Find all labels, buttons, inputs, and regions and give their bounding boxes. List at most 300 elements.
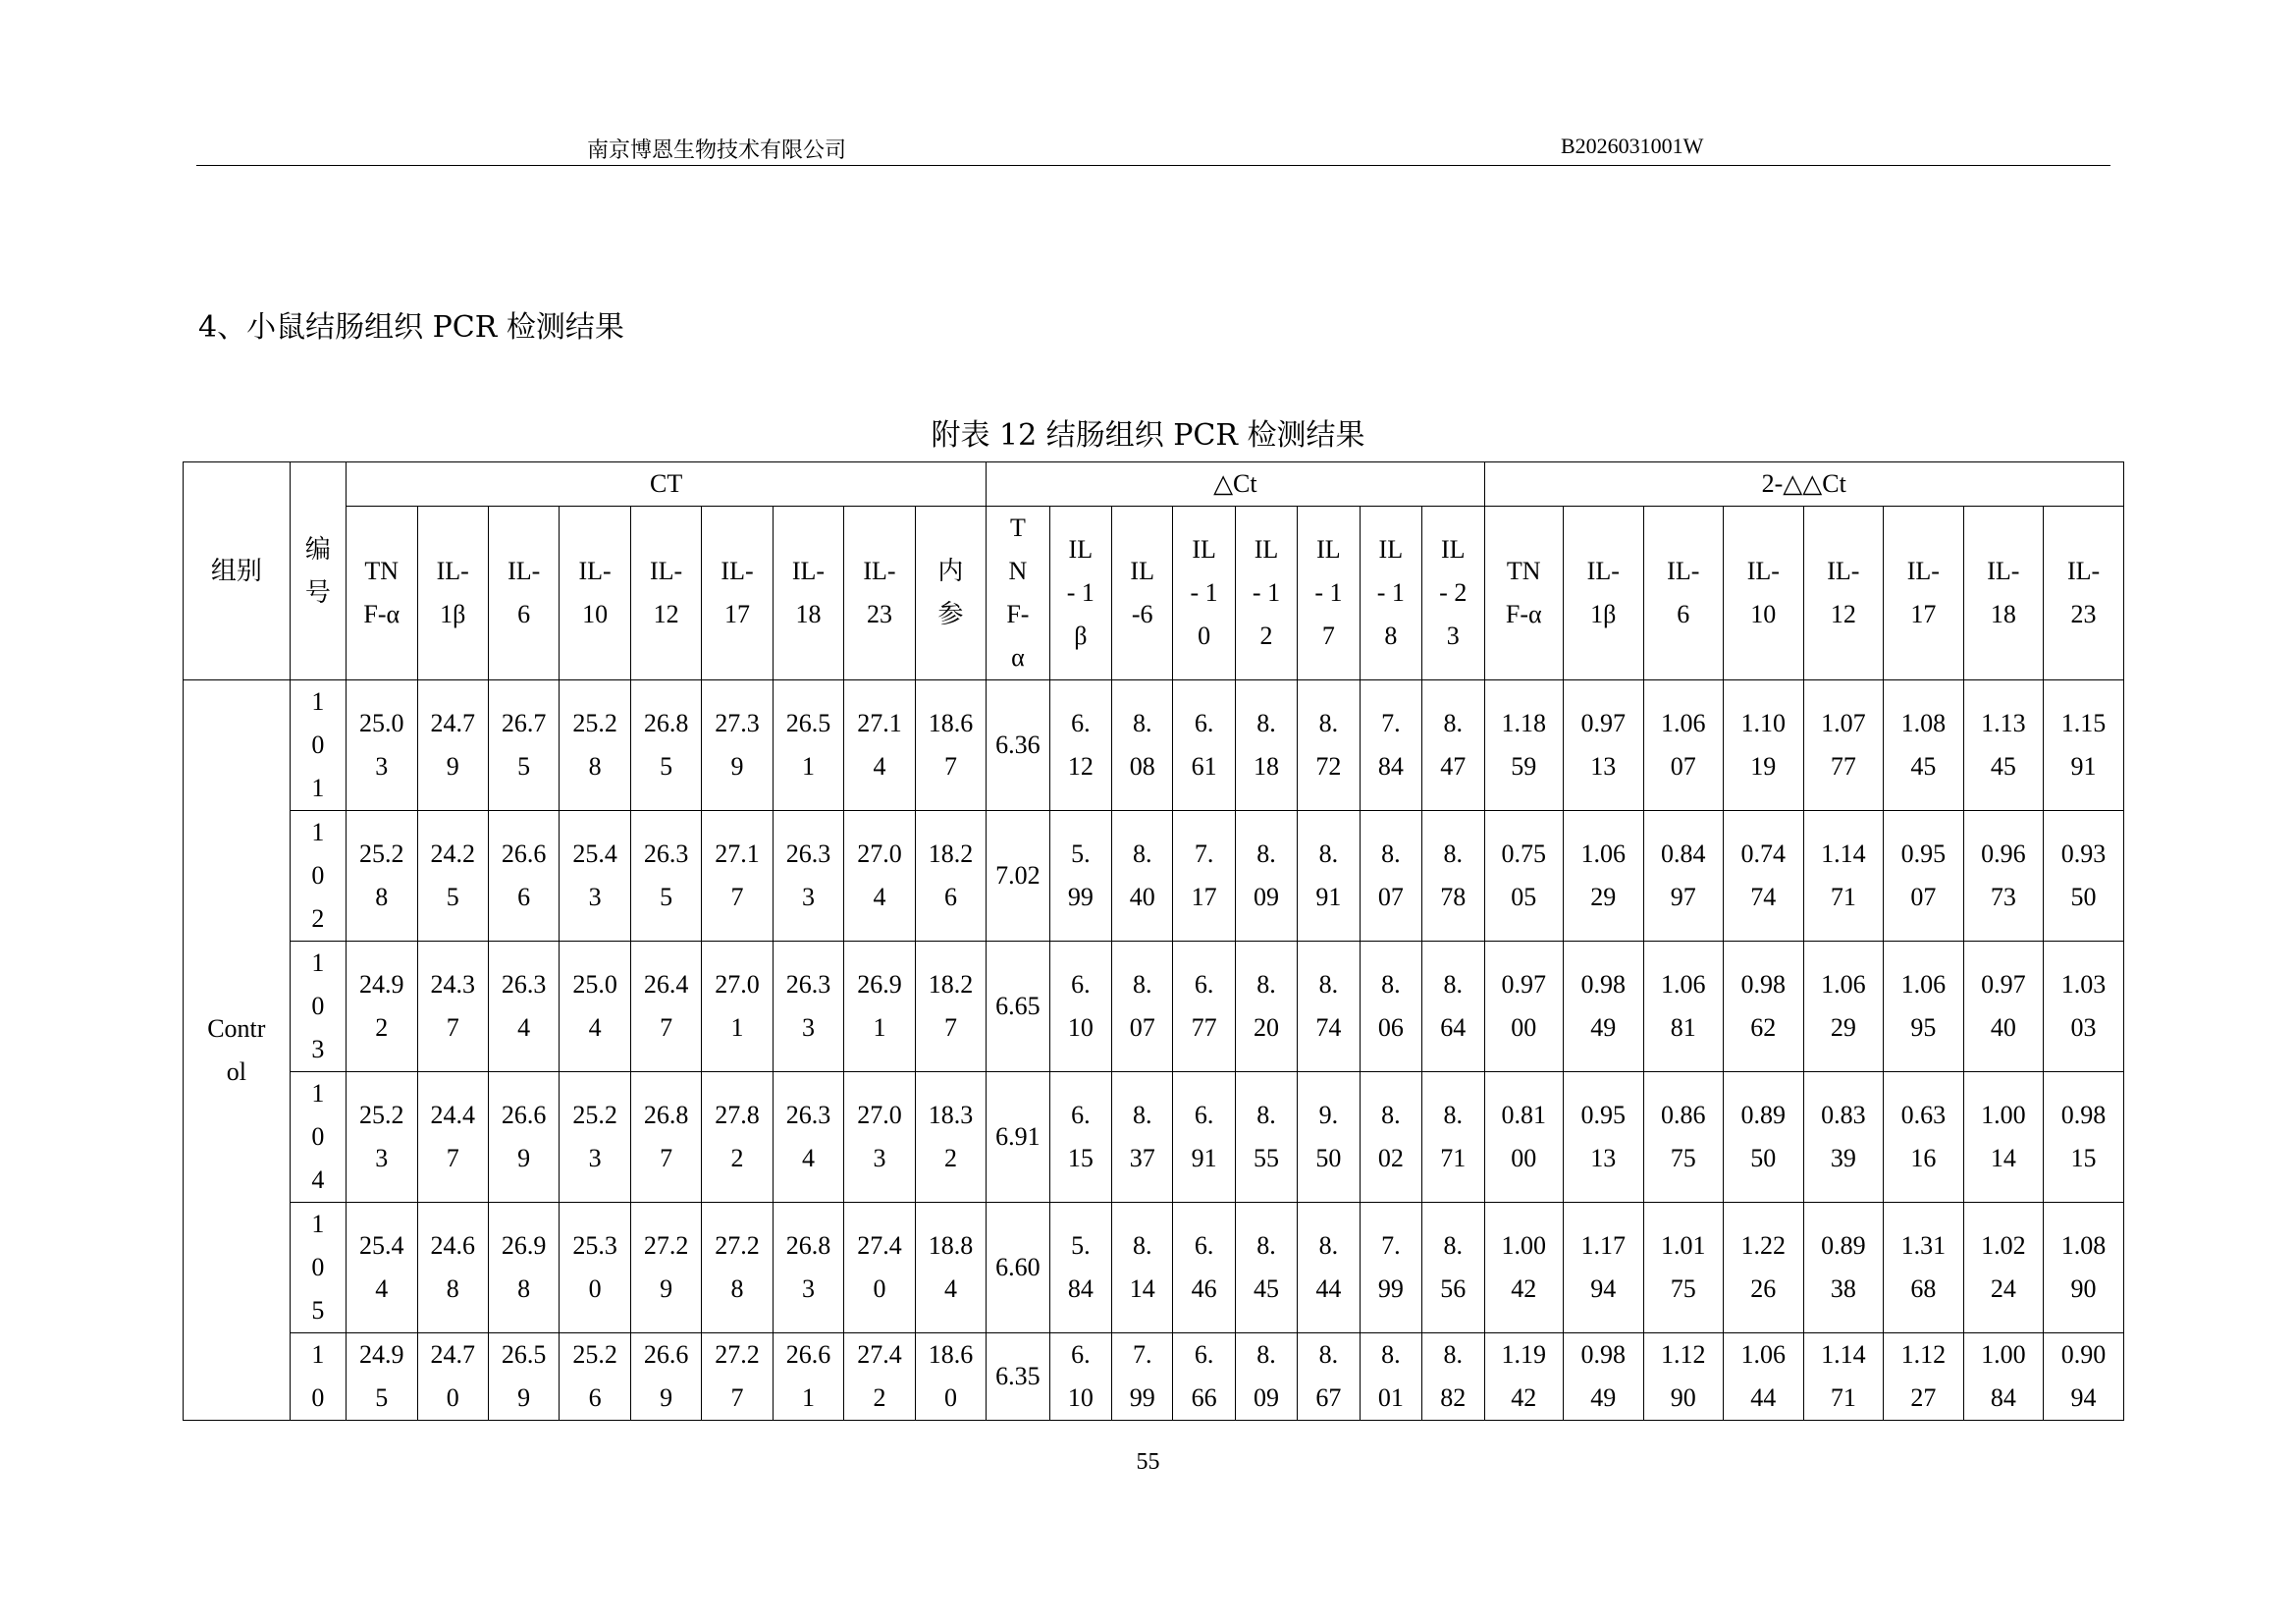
- id-header-text: 编号: [304, 534, 331, 608]
- dct-column-header-text: IL - 10: [1190, 535, 1218, 650]
- ddct-value-cell-text: 1.1942: [1501, 1340, 1546, 1412]
- ct-value-cell-text: 26.59: [501, 1340, 547, 1412]
- ct-value-cell-text: 24.95: [359, 1340, 404, 1412]
- ct-value-cell: [773, 680, 843, 811]
- dct-column-header: [1235, 507, 1297, 680]
- sample-id-cell: [290, 942, 346, 1072]
- sample-id-cell: [290, 811, 346, 942]
- ct-value-cell: [702, 1333, 773, 1421]
- ct-value-cell: [560, 1203, 630, 1333]
- ct-value-cell: [702, 1072, 773, 1203]
- dct-column-header-text: IL - 23: [1439, 535, 1468, 650]
- ct-value-cell-text: 25.23: [572, 1101, 617, 1172]
- ct-value-cell-text: 18.26: [928, 839, 974, 911]
- ddct-value-cell-text: 0.9849: [1580, 970, 1627, 1042]
- ddct-value-cell-text: 1.0890: [2060, 1231, 2107, 1303]
- dct-value-cell: [1049, 1333, 1111, 1421]
- ct-value-cell: [844, 1072, 915, 1203]
- dct-column-header-text: IL -6: [1130, 557, 1154, 628]
- ct-value-cell-text: 25.23: [359, 1101, 404, 1172]
- ddct-value-cell-text: 0.8100: [1501, 1101, 1546, 1172]
- ddct-column-header: [1963, 507, 2044, 680]
- ddct-value-cell-text: 1.0014: [1981, 1101, 2026, 1172]
- ct-column-header: [915, 507, 987, 680]
- dct-value-cell-text: 6.65: [995, 992, 1041, 1020]
- dct-value-cell-text: 8.78: [1440, 839, 1467, 911]
- dct-column-header-text: IL - 18: [1376, 535, 1405, 650]
- ddct-value-cell-text: 1.0777: [1821, 709, 1866, 781]
- dct-value-cell: [1049, 1072, 1111, 1203]
- ct-value-cell: [773, 811, 843, 942]
- dct-value-cell-text: 6.91: [1191, 1101, 1217, 1172]
- dct-header-text: △Ct: [1213, 469, 1257, 498]
- ct-value-cell-text: 27.17: [715, 839, 760, 911]
- ddct-value-cell: [1884, 680, 1964, 811]
- ct-column-header-text: 内 参: [937, 557, 964, 629]
- ddct-value-cell: [1884, 1333, 1964, 1421]
- dct-value-cell: [987, 942, 1049, 1072]
- ddct-value-cell: [1884, 942, 1964, 1072]
- ct-value-cell: [417, 1072, 488, 1203]
- ct-value-cell: [630, 1072, 701, 1203]
- ct-column-header-text: IL- 17: [721, 557, 754, 628]
- header-company: 南京博恩生物技术有限公司: [587, 138, 847, 163]
- dct-value-cell-text: 8.08: [1129, 709, 1155, 781]
- dct-value-cell: [1360, 811, 1421, 942]
- ct-header: [347, 462, 987, 507]
- ct-value-cell-text: 27.03: [857, 1101, 902, 1172]
- ddct-value-cell-text: 1.1227: [1900, 1340, 1947, 1412]
- ct-value-cell-text: 25.28: [359, 839, 404, 911]
- ddct-value-cell: [1484, 811, 1564, 942]
- ct-value-cell-text: 27.42: [857, 1340, 902, 1412]
- dct-value-cell: [1360, 680, 1421, 811]
- ddct-column-header-text: IL- 1β: [1586, 557, 1620, 628]
- ct-value-cell-text: 27.82: [715, 1101, 760, 1172]
- ct-value-cell: [560, 942, 630, 1072]
- dct-value-cell-text: 8.37: [1129, 1101, 1155, 1172]
- ct-value-cell: [488, 1333, 559, 1421]
- ddct-column-header: [1884, 507, 1964, 680]
- ddct-column-header-text: IL- 17: [1906, 557, 1940, 628]
- dct-value-cell: [1235, 811, 1297, 942]
- ddct-value-cell-text: 0.9350: [2060, 839, 2107, 911]
- ct-value-cell: [630, 942, 701, 1072]
- dct-column-header: [1360, 507, 1421, 680]
- ddct-value-cell: [1643, 1203, 1724, 1333]
- ct-column-header: [488, 507, 559, 680]
- ddct-value-cell-text: 1.0607: [1661, 709, 1706, 781]
- ct-value-cell-text: 25.04: [572, 970, 617, 1042]
- ddct-value-cell-text: 1.0629: [1821, 970, 1866, 1042]
- ddct-value-cell: [2044, 1333, 2124, 1421]
- dct-column-header: [1049, 507, 1111, 680]
- ct-value-cell-text: 27.29: [643, 1231, 689, 1303]
- dct-value-cell-text: 8.56: [1440, 1231, 1467, 1303]
- ddct-value-cell: [1643, 1072, 1724, 1203]
- header-document-code: B2026031001W: [1561, 134, 1704, 158]
- dct-value-cell: [1360, 942, 1421, 1072]
- dct-value-cell-text: 8.47: [1440, 709, 1467, 781]
- ct-value-cell: [773, 1203, 843, 1333]
- dct-value-cell-text: 6.10: [1067, 1340, 1094, 1412]
- sample-id-cell-text: 103: [311, 948, 325, 1063]
- ddct-value-cell-text: 1.0629: [1580, 839, 1627, 911]
- dct-column-header-text: IL - 1β: [1066, 535, 1095, 650]
- dct-value-cell-text: 6.12: [1067, 709, 1094, 781]
- dct-value-cell: [1422, 942, 1484, 1072]
- ct-value-cell: [915, 942, 987, 1072]
- ct-value-cell: [702, 680, 773, 811]
- ddct-value-cell: [1963, 1072, 2044, 1203]
- ct-value-cell: [488, 811, 559, 942]
- ct-header-text: CT: [650, 469, 683, 498]
- dct-value-cell-text: 7.99: [1129, 1340, 1155, 1412]
- table-row: [184, 811, 2124, 942]
- dct-value-cell-text: 8.72: [1315, 709, 1342, 781]
- ddct-value-cell-text: 1.0644: [1740, 1340, 1787, 1412]
- ddct-value-cell-text: 1.1290: [1661, 1340, 1706, 1412]
- dct-column-header: [1422, 507, 1484, 680]
- dct-value-cell: [1235, 680, 1297, 811]
- dct-column-header: [1173, 507, 1235, 680]
- ct-column-header-text: IL- 12: [649, 557, 683, 628]
- ddct-value-cell: [1724, 680, 1804, 811]
- ct-value-cell: [417, 1333, 488, 1421]
- ct-column-header: [347, 507, 417, 680]
- ddct-value-cell: [2044, 811, 2124, 942]
- dct-value-cell: [1173, 942, 1235, 1072]
- ct-value-cell-text: 26.47: [643, 970, 689, 1042]
- ddct-value-cell-text: 1.0303: [2060, 970, 2107, 1042]
- dct-value-cell-text: 6.46: [1191, 1231, 1217, 1303]
- dct-value-cell-text: 5.99: [1067, 839, 1094, 911]
- dct-value-cell-text: 7.99: [1377, 1231, 1404, 1303]
- ct-value-cell-text: 18.67: [928, 709, 974, 781]
- dct-value-cell: [1360, 1333, 1421, 1421]
- ct-value-cell-text: 26.91: [857, 970, 902, 1042]
- ct-value-cell-text: 18.32: [928, 1101, 974, 1172]
- ct-value-cell-text: 26.34: [785, 1101, 831, 1172]
- dct-value-cell-text: 8.09: [1254, 1340, 1280, 1412]
- ddct-value-cell-text: 1.0175: [1661, 1231, 1706, 1303]
- ddct-value-cell-text: 1.1591: [2060, 709, 2107, 781]
- ddct-value-cell-text: 1.1859: [1501, 709, 1546, 781]
- ddct-value-cell-text: 0.7505: [1501, 839, 1546, 911]
- ct-value-cell: [630, 680, 701, 811]
- dct-value-cell-text: 7.84: [1377, 709, 1404, 781]
- ddct-value-cell: [1803, 1203, 1884, 1333]
- ct-value-cell-text: 25.30: [572, 1231, 617, 1303]
- ddct-column-header-text: IL- 10: [1746, 557, 1780, 628]
- ddct-value-cell-text: 1.1019: [1740, 709, 1787, 781]
- dct-value-cell: [1298, 1072, 1360, 1203]
- dct-value-cell-text: 8.74: [1315, 970, 1342, 1042]
- ct-value-cell: [702, 811, 773, 942]
- ct-value-cell: [417, 811, 488, 942]
- ct-value-cell: [773, 1333, 843, 1421]
- ct-value-cell-text: 18.84: [928, 1231, 974, 1303]
- ddct-value-cell-text: 0.9740: [1981, 970, 2026, 1042]
- ct-value-cell: [347, 1203, 417, 1333]
- ct-value-cell: [417, 942, 488, 1072]
- ddct-value-cell: [1724, 942, 1804, 1072]
- dct-value-cell: [1298, 1333, 1360, 1421]
- dct-value-cell: [987, 1203, 1049, 1333]
- page-number: 55: [1136, 1449, 1160, 1475]
- ddct-value-cell: [1564, 1072, 1644, 1203]
- dct-value-cell-text: 8.14: [1129, 1231, 1155, 1303]
- sample-id-cell: [290, 1072, 346, 1203]
- ddct-value-cell: [1643, 680, 1724, 811]
- ddct-value-cell: [1884, 1072, 1964, 1203]
- dct-value-cell-text: 8.55: [1254, 1101, 1280, 1172]
- ct-value-cell-text: 27.01: [715, 970, 760, 1042]
- ct-value-cell-text: 26.33: [785, 970, 831, 1042]
- dct-value-cell: [987, 1072, 1049, 1203]
- ddct-value-cell-text: 0.9700: [1501, 970, 1546, 1042]
- ct-value-cell-text: 24.25: [430, 839, 475, 911]
- id-header: [290, 462, 346, 680]
- dct-value-cell: [1422, 811, 1484, 942]
- dct-value-cell: [1049, 1203, 1111, 1333]
- sample-id-cell-text: 10: [311, 1340, 325, 1412]
- sample-id-cell-text: 102: [311, 818, 325, 933]
- dct-value-cell-text: 8.71: [1440, 1101, 1467, 1172]
- ct-value-cell: [488, 680, 559, 811]
- ddct-column-header: [2044, 507, 2124, 680]
- ddct-column-header-text: TN F-α: [1505, 557, 1542, 628]
- ddct-value-cell: [1564, 1203, 1644, 1333]
- ddct-value-cell: [1803, 942, 1884, 1072]
- ct-column-header-text: TN F-α: [363, 557, 400, 628]
- dct-value-cell-text: 8.20: [1254, 970, 1280, 1042]
- ct-value-cell-text: 24.70: [430, 1340, 475, 1412]
- dct-value-cell: [1235, 942, 1297, 1072]
- ddct-value-cell: [1963, 811, 2044, 942]
- ct-column-header-text: IL- 18: [791, 557, 826, 628]
- ddct-value-cell: [1484, 942, 1564, 1072]
- dct-value-cell: [1173, 1072, 1235, 1203]
- dct-value-cell: [1235, 1333, 1297, 1421]
- ddct-value-cell: [1724, 1203, 1804, 1333]
- ddct-value-cell-text: 0.8339: [1821, 1101, 1866, 1172]
- ct-column-header-text: IL- 10: [578, 557, 612, 628]
- table-row: [184, 1072, 2124, 1203]
- dct-value-cell: [1235, 1072, 1297, 1203]
- ddct-value-cell: [1484, 1333, 1564, 1421]
- group-cell-text: Control: [207, 1013, 266, 1086]
- ddct-value-cell-text: 0.9673: [1981, 839, 2026, 911]
- dct-value-cell: [1173, 811, 1235, 942]
- dct-value-cell-text: 8.82: [1440, 1340, 1467, 1412]
- ct-value-cell-text: 25.44: [359, 1231, 404, 1303]
- ddct-value-cell: [1724, 1072, 1804, 1203]
- ddct-column-header: [1643, 507, 1724, 680]
- dct-value-cell: [987, 1333, 1049, 1421]
- ct-value-cell-text: 27.39: [715, 709, 760, 781]
- sample-id-cell: [290, 680, 346, 811]
- sample-id-cell: [290, 1333, 346, 1421]
- ddct-value-cell-text: 0.8497: [1661, 839, 1706, 911]
- dct-value-cell: [1112, 1333, 1173, 1421]
- ddct-column-header: [1803, 507, 1884, 680]
- ddct-value-cell: [2044, 680, 2124, 811]
- dct-value-cell-text: 6.60: [995, 1253, 1041, 1281]
- ct-column-header-text: IL- 1β: [436, 557, 469, 628]
- dct-value-cell: [1422, 1333, 1484, 1421]
- dct-value-cell-text: 7.17: [1191, 839, 1217, 911]
- ddct-value-cell-text: 0.9507: [1900, 839, 1947, 911]
- ct-value-cell-text: 26.33: [785, 839, 831, 911]
- ct-value-cell: [844, 811, 915, 942]
- dct-value-cell-text: 8.67: [1315, 1340, 1342, 1412]
- dct-value-cell-text: 8.64: [1440, 970, 1467, 1042]
- dct-value-cell: [1173, 680, 1235, 811]
- ct-value-cell: [630, 811, 701, 942]
- ddct-value-cell: [1484, 1203, 1564, 1333]
- ct-value-cell: [347, 1333, 417, 1421]
- ct-value-cell-text: 18.60: [928, 1340, 974, 1412]
- ct-value-cell-text: 26.69: [643, 1340, 689, 1412]
- ddct-value-cell: [1963, 1203, 2044, 1333]
- ct-value-cell-text: 27.40: [857, 1231, 902, 1303]
- ddct-value-cell: [2044, 1072, 2124, 1203]
- ct-value-cell: [773, 1072, 843, 1203]
- ct-value-cell-text: 24.79: [430, 709, 475, 781]
- ct-column-header: [844, 507, 915, 680]
- ddct-value-cell: [1643, 942, 1724, 1072]
- ct-value-cell: [488, 942, 559, 1072]
- dct-value-cell: [1049, 811, 1111, 942]
- ct-value-cell: [347, 942, 417, 1072]
- dct-value-cell: [1360, 1203, 1421, 1333]
- ddct-column-header: [1564, 507, 1644, 680]
- dct-value-cell-text: 6.66: [1191, 1340, 1217, 1412]
- ddct-value-cell: [1803, 1333, 1884, 1421]
- dct-value-cell: [1298, 1203, 1360, 1333]
- ct-value-cell: [417, 680, 488, 811]
- ct-value-cell-text: 27.28: [715, 1231, 760, 1303]
- dct-value-cell-text: 8.02: [1377, 1101, 1404, 1172]
- ddct-value-cell: [1803, 1072, 1884, 1203]
- ddct-value-cell: [1564, 680, 1644, 811]
- ddct-value-cell-text: 1.0042: [1501, 1231, 1546, 1303]
- ddct-value-cell: [1484, 680, 1564, 811]
- ct-column-header-text: IL- 6: [507, 557, 541, 628]
- dct-value-cell-text: 6.36: [995, 731, 1041, 759]
- ct-value-cell-text: 24.68: [430, 1231, 475, 1303]
- ct-column-header: [702, 507, 773, 680]
- group-header: [184, 462, 291, 680]
- dct-value-cell-text: 8.07: [1129, 970, 1155, 1042]
- dct-value-cell-text: 6.15: [1067, 1101, 1094, 1172]
- ddct-value-cell-text: 0.8675: [1661, 1101, 1706, 1172]
- dct-value-cell: [1298, 942, 1360, 1072]
- ddct-value-cell: [1884, 1203, 1964, 1333]
- ddct-column-header-text: IL- 18: [1987, 557, 2020, 628]
- ddct-value-cell: [1803, 811, 1884, 942]
- ct-value-cell: [560, 1072, 630, 1203]
- ddct-value-cell-text: 1.2226: [1740, 1231, 1787, 1303]
- ct-value-cell: [347, 811, 417, 942]
- ct-value-cell-text: 25.03: [359, 709, 404, 781]
- ddct-column-header-text: IL- 12: [1827, 557, 1860, 628]
- ct-value-cell: [702, 942, 773, 1072]
- ct-value-cell: [347, 1072, 417, 1203]
- dct-value-cell-text: 5.84: [1067, 1231, 1094, 1303]
- table-row: [184, 942, 2124, 1072]
- ct-value-cell: [773, 942, 843, 1072]
- ddct-value-cell-text: 0.8938: [1821, 1231, 1866, 1303]
- ddct-value-cell-text: 0.6316: [1900, 1101, 1947, 1172]
- ct-value-cell-text: 26.66: [501, 839, 547, 911]
- ct-value-cell-text: 26.51: [785, 709, 831, 781]
- dct-value-cell: [1173, 1203, 1235, 1333]
- ddct-value-cell-text: 0.9862: [1740, 970, 1787, 1042]
- dct-column-header-text: TN F-α: [1006, 514, 1030, 672]
- ct-column-header: [417, 507, 488, 680]
- dct-value-cell: [1049, 942, 1111, 1072]
- dct-column-header: [987, 507, 1049, 680]
- dct-value-cell: [987, 811, 1049, 942]
- dct-column-header: [1298, 507, 1360, 680]
- dct-value-cell-text: 8.06: [1377, 970, 1404, 1042]
- dct-value-cell-text: 8.40: [1129, 839, 1155, 911]
- dct-value-cell-text: 8.45: [1254, 1231, 1280, 1303]
- ct-value-cell-text: 26.85: [643, 709, 689, 781]
- dct-value-cell-text: 6.10: [1067, 970, 1094, 1042]
- dct-value-cell: [1422, 1203, 1484, 1333]
- ddct-value-cell: [1803, 680, 1884, 811]
- ct-value-cell: [630, 1333, 701, 1421]
- ct-value-cell-text: 26.61: [785, 1340, 831, 1412]
- sample-id-cell-text: 105: [311, 1210, 325, 1325]
- ct-value-cell-text: 27.04: [857, 839, 902, 911]
- ddct-value-cell-text: 0.7474: [1740, 839, 1787, 911]
- ct-value-cell-text: 26.87: [643, 1101, 689, 1172]
- ct-value-cell-text: 18.27: [928, 970, 974, 1042]
- ct-value-cell: [915, 1072, 987, 1203]
- dct-value-cell: [1112, 1072, 1173, 1203]
- ct-value-cell: [347, 680, 417, 811]
- dct-value-cell: [1235, 1203, 1297, 1333]
- dct-value-cell-text: 6.91: [995, 1122, 1041, 1151]
- table-row: [184, 1203, 2124, 1333]
- dct-value-cell-text: 8.01: [1377, 1340, 1404, 1412]
- ct-column-header-text: IL- 23: [863, 557, 896, 628]
- ct-value-cell: [844, 942, 915, 1072]
- ct-column-header: [630, 507, 701, 680]
- table-row: [184, 680, 2124, 811]
- group-cell: [184, 680, 291, 1421]
- ct-value-cell: [560, 1333, 630, 1421]
- dct-header: [987, 462, 1484, 507]
- dct-value-cell: [1298, 811, 1360, 942]
- ddct-value-cell: [2044, 1203, 2124, 1333]
- ct-value-cell: [915, 680, 987, 811]
- ct-value-cell-text: 27.14: [857, 709, 902, 781]
- ddct-column-header-text: IL- 23: [2066, 557, 2101, 628]
- ddct-value-cell: [1564, 942, 1644, 1072]
- ddct-value-cell: [1564, 811, 1644, 942]
- ddct-value-cell-text: 0.9713: [1580, 709, 1627, 781]
- dct-value-cell: [987, 680, 1049, 811]
- ct-value-cell: [560, 680, 630, 811]
- dct-value-cell-text: 8.09: [1254, 839, 1280, 911]
- ct-value-cell: [417, 1203, 488, 1333]
- ct-value-cell: [915, 1333, 987, 1421]
